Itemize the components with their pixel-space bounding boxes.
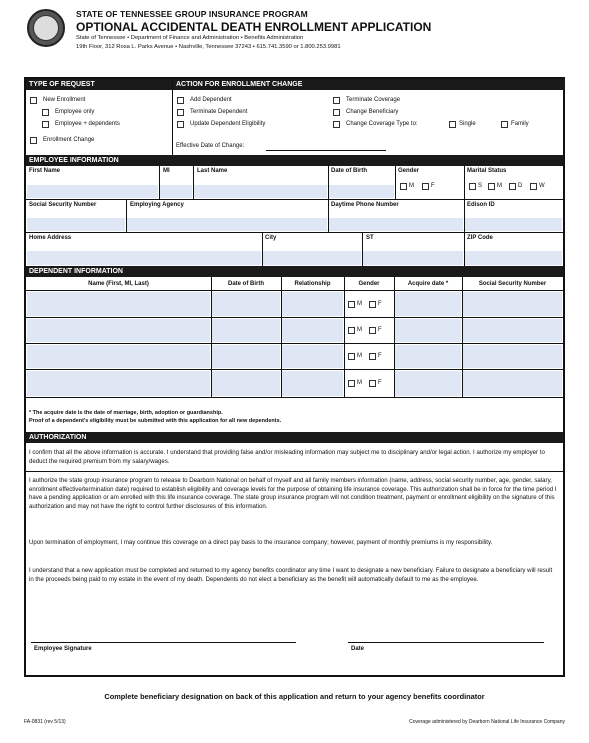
dep-gender-m-checkbox[interactable] xyxy=(348,353,355,360)
ssn-field[interactable] xyxy=(27,218,125,231)
marital-s-checkbox[interactable] xyxy=(469,183,476,190)
update-dependent-checkbox[interactable] xyxy=(177,121,184,128)
state-field[interactable] xyxy=(363,251,463,265)
dep-gender-f-label: F xyxy=(378,301,382,307)
employee-dependents-checkbox[interactable] xyxy=(42,121,49,128)
terminate-coverage-label: Terminate Coverage xyxy=(346,97,401,103)
authorization-paragraph-3: Upon termination of employment, I may continue this coverage on a direct pay basis to the insurance company; however, payment of monthly premiums is my responsibility. xyxy=(29,539,493,546)
effective-date-field[interactable] xyxy=(266,150,386,151)
mi-field[interactable] xyxy=(160,185,192,198)
zip-label: ZIP Code xyxy=(467,235,493,241)
edison-id-field[interactable] xyxy=(465,218,562,231)
employee-only-checkbox[interactable] xyxy=(42,109,49,116)
gender-f-label: F xyxy=(431,183,435,189)
dep-ssn-field[interactable] xyxy=(463,292,562,316)
authorization-paragraph-4: I understand that a new application must be completed and returned to my agency benefits coordinator any time I want to designate a new beneficiary. Failure to designate a beneficiary will result in the proceeds being paid to my estate in the event of my death. Dependents do not elect a beneficiary as the benefit will automatically default to me as the employee. xyxy=(29,567,553,583)
employee-signature-label: Employee Signature xyxy=(34,646,92,652)
family-checkbox[interactable] xyxy=(501,121,508,128)
terminate-dependent-checkbox[interactable] xyxy=(177,109,184,116)
dep-gender-f-checkbox[interactable] xyxy=(369,353,376,360)
dep-gender-m-label: M xyxy=(357,327,362,333)
divider xyxy=(26,317,563,318)
change-coverage-type-checkbox[interactable] xyxy=(333,121,340,128)
dep-gender-m-checkbox[interactable] xyxy=(348,380,355,387)
dep-dob-field[interactable] xyxy=(212,345,280,368)
divider xyxy=(464,166,465,199)
dep-relationship-field[interactable] xyxy=(282,371,343,396)
dependent-proof-note: Proof of a dependent's eligibility must be submitted with this application for all new dependents. xyxy=(29,418,282,424)
marital-status-label: Marital Status xyxy=(467,168,507,174)
dep-gender-f-checkbox[interactable] xyxy=(369,301,376,308)
authorization-paragraph-2: I authorize the state group insurance program to release to Dearborn National on behalf of myself and all family members information (name, address, social security number, age, gender, salary, enrollment effective/termination date) required to establish eligibility and coverage levels for the purpose of obtaining life insurance coverage. This authorization shall be in force for the time period I have a pending application or am enrolled with this life insurance coverage. The state group insurance program will not condition treatment, payment or enrollment eligibility on the signature of this authorization and may not have the right to control further disclosures of this information. xyxy=(29,477,557,510)
form-title: OPTIONAL ACCIDENTAL DEATH ENROLLMENT APPLICATION xyxy=(76,20,432,34)
dep-relationship-field[interactable] xyxy=(282,345,343,368)
phone-field[interactable] xyxy=(329,218,463,231)
dob-label: Date of Birth xyxy=(331,168,367,174)
dep-ssn-field[interactable] xyxy=(463,371,562,396)
first-name-label: First Name xyxy=(29,168,61,174)
marital-w-label: W xyxy=(539,183,545,189)
edison-id-label: Edison ID xyxy=(467,202,495,208)
gender-f-checkbox[interactable] xyxy=(422,183,429,190)
effective-date-label: Effective Date of Change: xyxy=(176,143,245,149)
dependent-info-heading: DEPENDENT INFORMATION xyxy=(26,266,563,277)
divider xyxy=(26,290,563,291)
divider xyxy=(172,79,173,155)
divider xyxy=(26,343,563,344)
dep-relationship-field[interactable] xyxy=(282,319,343,342)
dep-name-field[interactable] xyxy=(27,292,210,316)
footer-instruction: Complete beneficiary designation on back of this application and return to your agency benefits coordinator xyxy=(104,692,485,701)
last-name-label: Last Name xyxy=(197,168,228,174)
acquire-date-note: * The acquire date is the date of marriage, birth, adoption or guardianship. xyxy=(29,410,223,416)
dep-ssn-field[interactable] xyxy=(463,345,562,368)
terminate-dependent-label: Terminate Dependent xyxy=(190,109,248,115)
dep-gender-f-label: F xyxy=(378,327,382,333)
type-of-request-heading: TYPE OF REQUEST xyxy=(26,79,172,90)
divider xyxy=(26,397,563,398)
dob-field[interactable] xyxy=(329,185,394,198)
dep-acquire-date-field[interactable] xyxy=(395,371,461,396)
dep-ssn-field[interactable] xyxy=(463,319,562,342)
signature-line[interactable] xyxy=(31,642,296,643)
phone-label: Daytime Phone Number xyxy=(331,202,399,208)
dep-acquire-date-field[interactable] xyxy=(395,292,461,316)
dep-col-ssn: Social Security Number xyxy=(478,281,547,287)
mi-label: MI xyxy=(163,168,170,174)
header-department-line: State of Tennessee • Department of Finance and Administration • Benefits Administration xyxy=(76,35,304,41)
dep-dob-field[interactable] xyxy=(212,319,280,342)
dep-gender-m-checkbox[interactable] xyxy=(348,301,355,308)
dep-name-field[interactable] xyxy=(27,319,210,342)
dep-name-field[interactable] xyxy=(27,371,210,396)
home-address-label: Home Address xyxy=(29,235,72,241)
divider xyxy=(395,166,396,199)
divider xyxy=(26,369,563,370)
single-checkbox[interactable] xyxy=(449,121,456,128)
enrollment-change-checkbox[interactable] xyxy=(30,137,37,144)
employee-only-label: Employee only xyxy=(55,109,95,115)
terminate-coverage-checkbox[interactable] xyxy=(333,97,340,104)
city-label: City xyxy=(265,235,277,241)
single-label: Single xyxy=(459,121,476,127)
action-heading: ACTION FOR ENROLLMENT CHANGE xyxy=(173,79,565,90)
ssn-label: Social Security Number xyxy=(29,202,97,208)
dep-col-dob: Date of Birth xyxy=(228,281,264,287)
enrollment-change-label: Enrollment Change xyxy=(43,137,95,143)
dep-col-name: Name (First, MI, Last) xyxy=(88,281,149,287)
dep-dob-field[interactable] xyxy=(212,292,280,316)
state-label: ST xyxy=(366,235,374,241)
gender-m-checkbox[interactable] xyxy=(400,183,407,190)
form-id: FA-0831 (rev 5/13) xyxy=(24,719,66,725)
enrollment-form xyxy=(24,77,565,677)
marital-m-checkbox[interactable] xyxy=(488,183,495,190)
dep-gender-m-label: M xyxy=(357,380,362,386)
zip-field[interactable] xyxy=(465,251,562,265)
employee-info-heading: EMPLOYEE INFORMATION xyxy=(26,155,563,166)
dep-gender-m-label: M xyxy=(357,353,362,359)
marital-m-label: M xyxy=(497,183,502,189)
city-field[interactable] xyxy=(263,251,361,265)
dep-name-field[interactable] xyxy=(27,345,210,368)
last-name-field[interactable] xyxy=(194,185,327,198)
date-label: Date xyxy=(351,646,365,652)
first-name-field[interactable] xyxy=(27,185,158,198)
divider xyxy=(26,471,563,472)
marital-w-checkbox[interactable] xyxy=(530,183,537,190)
gender-m-label: M xyxy=(409,183,414,189)
employee-dependents-label: Employee + dependents xyxy=(55,121,120,127)
date-line[interactable] xyxy=(348,642,544,643)
dep-acquire-date-field[interactable] xyxy=(395,345,461,368)
coverage-administrator: Coverage administered by Dearborn National Life Insurance Company xyxy=(409,719,565,725)
change-coverage-type-label: Change Coverage Type to: xyxy=(346,121,418,127)
agency-field[interactable] xyxy=(127,218,327,231)
dep-acquire-date-field[interactable] xyxy=(395,319,461,342)
marital-s-label: S xyxy=(478,183,483,189)
update-dependent-label: Update Dependent Eligibility xyxy=(190,121,266,127)
add-dependent-label: Add Dependent xyxy=(190,97,232,103)
change-beneficiary-checkbox[interactable] xyxy=(333,109,340,116)
divider xyxy=(344,277,345,397)
divider xyxy=(26,232,563,233)
home-address-field[interactable] xyxy=(27,251,261,265)
new-enrollment-label: New Enrollment xyxy=(43,97,86,103)
new-enrollment-checkbox[interactable] xyxy=(30,97,37,104)
family-label: Family xyxy=(511,121,529,127)
divider xyxy=(26,199,563,200)
dep-gender-f-checkbox[interactable] xyxy=(369,380,376,387)
dep-gender-m-checkbox[interactable] xyxy=(348,327,355,334)
authorization-heading: AUTHORIZATION xyxy=(26,432,563,443)
add-dependent-checkbox[interactable] xyxy=(177,97,184,104)
dep-relationship-field[interactable] xyxy=(282,292,343,316)
org-name: STATE OF TENNESSEE GROUP INSURANCE PROGRAM xyxy=(76,9,308,19)
dep-gender-f-label: F xyxy=(378,380,382,386)
dep-col-relationship: Relationship xyxy=(294,281,331,287)
change-beneficiary-label: Change Beneficiary xyxy=(346,109,399,115)
state-seal-logo xyxy=(27,9,65,47)
dep-gender-m-label: M xyxy=(357,301,362,307)
dep-col-gender: Gender xyxy=(358,281,380,287)
marital-d-checkbox[interactable] xyxy=(509,183,516,190)
header-address-line: 19th Floor, 312 Rosa L. Parks Avenue • Nashville, Tennessee 37243 • 615.741.3590 or 1.800.253.9981 xyxy=(76,44,341,50)
dep-dob-field[interactable] xyxy=(212,371,280,396)
dep-gender-f-label: F xyxy=(378,353,382,359)
gender-label: Gender xyxy=(398,168,420,174)
authorization-paragraph-1: I confirm that all the above information is accurate. I understand that providing false and/or misleading information may subject me to disciplinary and/or legal action. I authorize my employer to deduct the required premium from my salary/wages. xyxy=(29,449,545,465)
agency-label: Employing Agency xyxy=(130,202,184,208)
dep-gender-f-checkbox[interactable] xyxy=(369,327,376,334)
marital-d-label: D xyxy=(518,183,523,189)
dep-col-acquire-date: Acquire date * xyxy=(407,281,449,287)
